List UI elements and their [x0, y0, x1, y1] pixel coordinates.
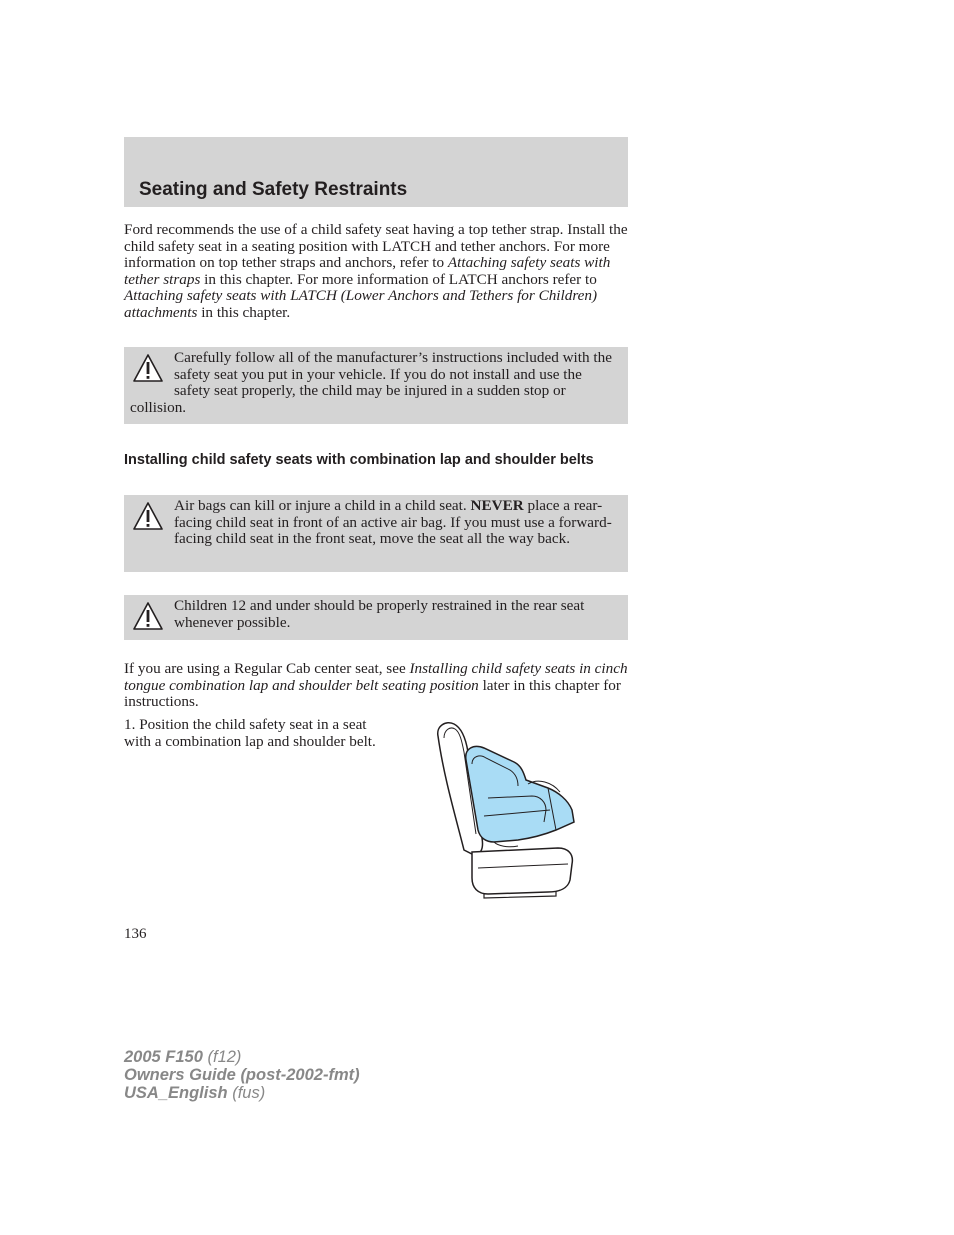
warning-box-airbags	[124, 495, 628, 572]
footer-guide: Owners Guide (post-2002-fmt)	[124, 1066, 360, 1084]
footer-model: 2005 F150	[124, 1048, 203, 1066]
step-1-text: 1. Position the child safety seat in a seat with a combination lap and shoulder belt.	[124, 716, 376, 750]
section-title: Seating and Safety Restraints	[139, 179, 408, 200]
intro-paragraph	[124, 222, 630, 321]
warning-airbags-text-1: Air bags can kill or injure a child in a child seat.	[174, 497, 471, 514]
footer-model-code: (f12)	[202, 1048, 242, 1066]
regular-cab-paragraph	[124, 661, 630, 711]
footer-language: USA_English	[124, 1084, 228, 1102]
warning-box-instructions	[124, 347, 628, 424]
warning-triangle-icon	[132, 501, 164, 531]
warning-instructions-text: Carefully follow all of the manufacturer’s instructions included with the safety seat you put in your vehicle. If you do not install and use the safety seat properly, the child may be injured in a sudden stop or collision.	[130, 349, 612, 416]
latch-reference: Attaching safety seats with LATCH (Lower Anchors and Tethers for Children) attachments	[124, 287, 598, 321]
intro-text-2: in this chapter. For more information of LATCH anchors refer to	[200, 270, 597, 288]
warning-box-children	[124, 595, 628, 640]
warning-airbags-text-2: place a rear-facing child seat in front of an active air bag. If you must use a forward-facing child seat in the front seat, move the seat all the way back.	[174, 497, 612, 547]
warning-children-text: Children 12 and under should be properly restrained in the rear seat whenever possible.	[174, 597, 585, 631]
never-emphasis: NEVER	[470, 497, 524, 514]
warning-triangle-icon	[132, 601, 164, 631]
regular-cab-text-1: If you are using a Regular Cab center seat, see	[124, 660, 410, 677]
regular-cab-text-2: later in this chapter for instructions.	[124, 676, 621, 710]
intro-text-3: in this chapter.	[197, 303, 291, 321]
page-number: 136	[124, 926, 147, 942]
tether-straps-reference: Attaching safety seats with tether straps	[124, 254, 611, 288]
document-footer	[124, 1048, 360, 1102]
child-seat-illustration	[428, 718, 580, 900]
intro-text-1: Ford recommends the use of a child safety seat having a top tether strap. Install the child safety seat in a seating position with LATCH and tether anchors. For more information on top tether straps and anchors, refer to	[124, 221, 628, 271]
warning-triangle-icon	[132, 353, 164, 383]
cinch-tongue-reference: Installing child safety seats in cinch tongue combination lap and shoulder belt seating position	[124, 660, 628, 694]
footer-language-code: (fus)	[227, 1084, 266, 1102]
section-header-band	[124, 137, 628, 207]
subheading-lap-shoulder-belts: Installing child safety seats with combination lap and shoulder belts	[124, 452, 594, 468]
